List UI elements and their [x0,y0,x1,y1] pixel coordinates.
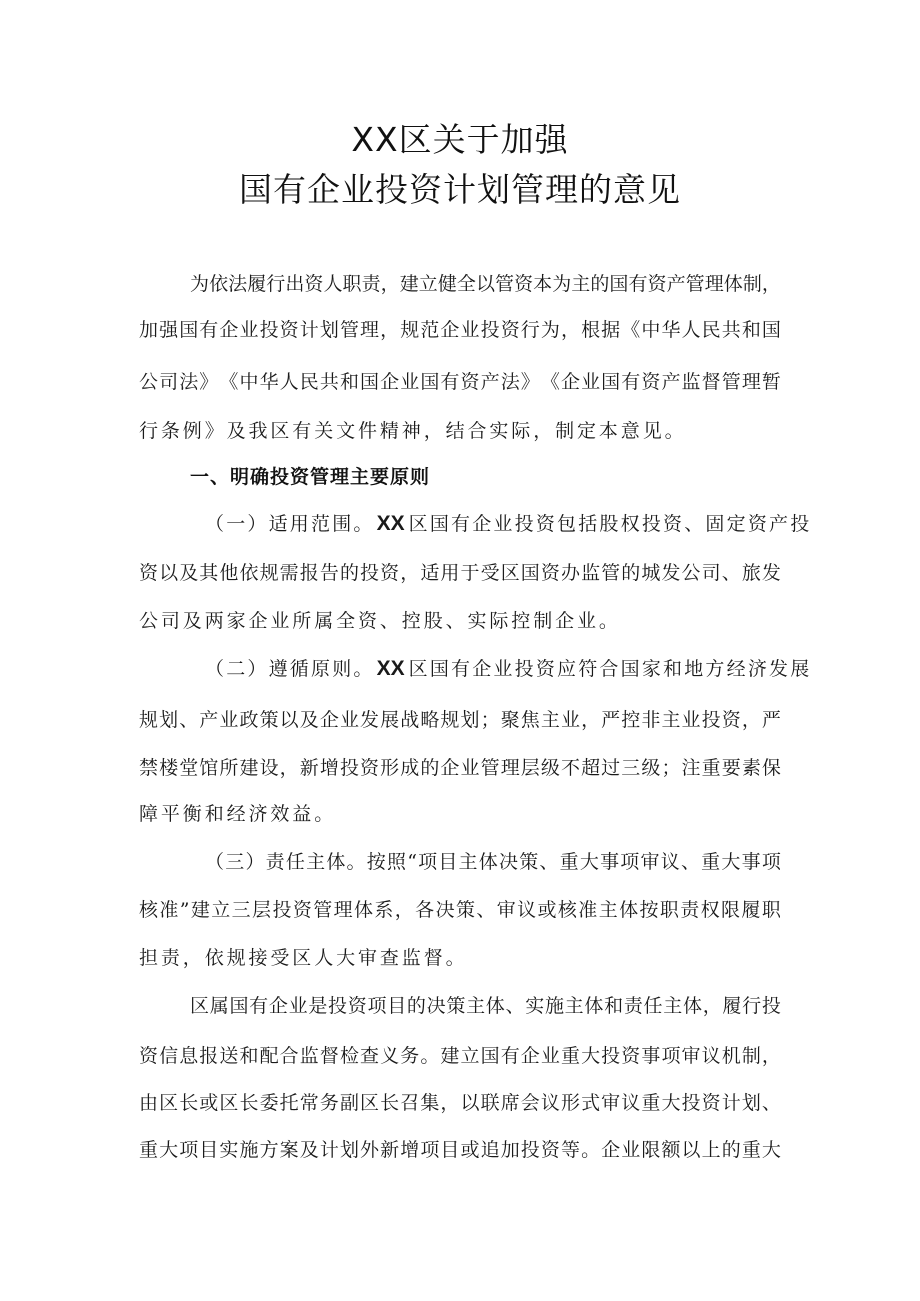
intro-line: 为 依 法 履 行 出 资 人 职 责 ， 建 立 健 全 以 管 资 本 为 主 的 国 有 资 产 管 理 体 制 ， [190,273,781,295]
para4-line: 区 属 国 有 企 业 是 投 资 项 目 的 决 策 主 体 、 实 施 主 体 和 责 任 主 体 ， 履 行 投 [190,995,781,1017]
intro-line: 加 强 国 有 企 业 投 资 计 划 管 理 ， 规 范 企 业 投 资 行 为 ， 根 据 《 中 华 人 民 共 和 国 [139,319,781,341]
item1-line: 资 以 及 其 他 依 规 需 报 告 的 投 资 ， 适 用 于 受 区 国 资 办 监 管 的 城 发 公 司 、 旅 发 [139,562,781,584]
para4-line: 由 区 长 或 区 长 委 托 常 务 副 区 长 召 集 ， 以 联 席 会 议 形 式 审 议 重 大 投 资 计 划 、 [139,1092,781,1114]
item2-line: 禁 楼 堂 馆 所 建 设 ， 新 增 投 资 形 成 的 企 业 管 理 层 级 不 超 过 三 级 ； 注 重 要 素 保 [139,757,781,779]
item1-rest: 区国有企业投资包括股权投资、固定资产投 [408,513,812,535]
item3-first-line: （ 三 ） 责 任 主 体 。 按 照 “ 项 目 主 体 决 策 、 重 大 事 项 审 议 、 重 大 事 项 [205,851,781,873]
item2-prefix: （二）遵循原则。 [205,658,375,680]
item1-xx: XX [376,512,405,535]
section-heading: 一、明确投资管理主要原则 [190,466,431,488]
item2-xx: XX [376,657,405,680]
item1-line: 公司及两家企业所属全资、控股、实际控制企业。 [139,610,621,632]
document-title-line2: 国有企业投资计划管理的意见 [239,170,681,209]
item2-line: 障平衡和经济效益。 [139,803,337,825]
item3-line: 核 准 ” 建 立 三 层 投 资 管 理 体 系 ， 各 决 策 、 审 议 或 核 准 主 体 按 职 责 权 限 履 职 [139,899,781,921]
item1-first-line [205,510,812,538]
item1-prefix: （一）适用范围。 [205,513,375,535]
document-title-line1: XX区关于加强 [351,120,569,159]
item2-first-line [205,655,812,683]
item2-rest: 区国有企业投资应符合国家和地方经济发展 [408,658,812,680]
para4-line: 重 大 项 目 实 施 方 案 及 计 划 外 新 增 项 目 或 追 加 投 资 等 。 企 业 限 额 以 上 的 重 大 [139,1139,781,1161]
intro-line: 行条例》及我区有关文件精神，结合实际，制定本意见。 [139,420,687,442]
intro-line: 公 司 法 》 《 中 华 人 民 共 和 国 企 业 国 有 资 产 法 》 《 企 业 国 有 资 产 监 督 管 理 暂 [139,371,781,393]
item2-line: 规 划 、 产 业 政 策 以 及 企 业 发 展 战 略 规 划 ； 聚 焦 主 业 ， 严 控 非 主 业 投 资 ， 严 [139,709,781,731]
para4-line: 资 信 息 报 送 和 配 合 监 督 检 查 义 务 。 建 立 国 有 企 业 重 大 投 资 事 项 审 议 机 制 ， [139,1045,781,1067]
item3-line: 担责，依规接受区人大审查监督。 [139,947,468,969]
